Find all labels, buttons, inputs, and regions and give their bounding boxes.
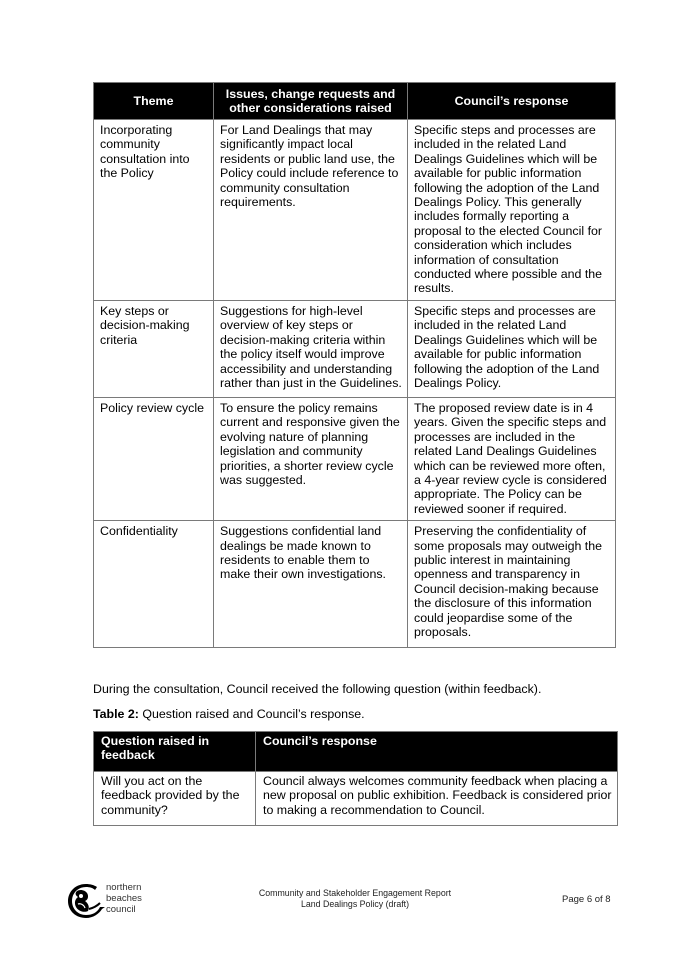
response-cell: The proposed review date is in 4 years. Given the specific steps and processes are included in the related Land Dealings Guidelines which can be reviewed more often, a 4-year review cycle is considered appropriate. The Policy can be reviewed sooner if required. — [408, 397, 616, 520]
table-row — [94, 772, 618, 826]
northern-beaches-council-logo-icon — [66, 882, 106, 920]
theme-cell: Incorporating community consultation into the Policy — [94, 120, 214, 301]
header-issues: Issues, change requests and other considerations raised — [214, 83, 408, 120]
issue-cell: For Land Dealings that may significantly impact local residents or public land use, the Policy could include reference to community consultation requirements. — [214, 120, 408, 301]
intro-paragraph: During the consultation, Council received the following question (within feedback). — [93, 682, 542, 696]
table2-caption — [93, 707, 365, 722]
header-response: Council’s response — [256, 732, 618, 772]
issue-cell: Suggestions for high-level overview of key steps or decision-making criteria within the policy itself would improve accessibility and understanding rather than just in the Guidelines. — [214, 300, 408, 397]
issue-cell: Suggestions confidential land dealings be made known to residents to enable them to make their own investigations. — [214, 521, 408, 648]
council-logo-text: northern beaches council — [106, 882, 142, 915]
table-header-row — [94, 732, 618, 772]
table2-caption-text: Question raised and Council’s response. — [138, 707, 365, 721]
issue-cell: To ensure the policy remains current and responsive given the evolving nature of planning legislation and community priorities, a shorter review cycle was suggested. — [214, 397, 408, 520]
response-cell: Specific steps and processes are included in the related Land Dealings Guidelines which will be available for public information following the adoption of the Land Dealings Policy. — [408, 300, 616, 397]
footer-report-title — [240, 888, 470, 910]
table-row — [94, 397, 616, 520]
theme-cell: Confidentiality — [94, 521, 214, 648]
theme-cell: Policy review cycle — [94, 397, 214, 520]
response-cell: Specific steps and processes are included in the related Land Dealings Guidelines which will be available for public information following the adoption of the Land Dealings Policy. This generally includes formally reporting a proposal to the elected Council for consideration which includes information of consultation conducted where possible and the results. — [408, 120, 616, 301]
header-theme: Theme — [94, 83, 214, 120]
page-footer — [0, 880, 675, 925]
header-question: Question raised in feedback — [94, 732, 256, 772]
table2-caption-label: Table 2: — [93, 707, 139, 721]
table-header-row — [94, 83, 616, 120]
consultation-themes-table — [93, 82, 616, 648]
response-cell: Preserving the confidentiality of some proposals may outweigh the public interest in maintaining openness and transparency in Council decision-making because the disclosure of this information could jeopardise some of the proposals. — [408, 521, 616, 648]
question-cell: Will you act on the feedback provided by the community? — [94, 772, 256, 826]
header-response: Council’s response — [408, 83, 616, 120]
table-row — [94, 521, 616, 648]
table-row — [94, 120, 616, 301]
report-subtitle: Land Dealings Policy (draft) — [300, 899, 410, 909]
report-title: Community and Stakeholder Engagement Report — [258, 888, 452, 898]
page-number: Page 6 of 8 — [562, 894, 611, 905]
theme-cell: Key steps or decision-making criteria — [94, 300, 214, 397]
response-cell: Council always welcomes community feedback when placing a new proposal on public exhibition. Feedback is considered prior to making a recommendation to Council. — [256, 772, 618, 826]
question-response-table — [93, 731, 618, 826]
table-row — [94, 300, 616, 397]
